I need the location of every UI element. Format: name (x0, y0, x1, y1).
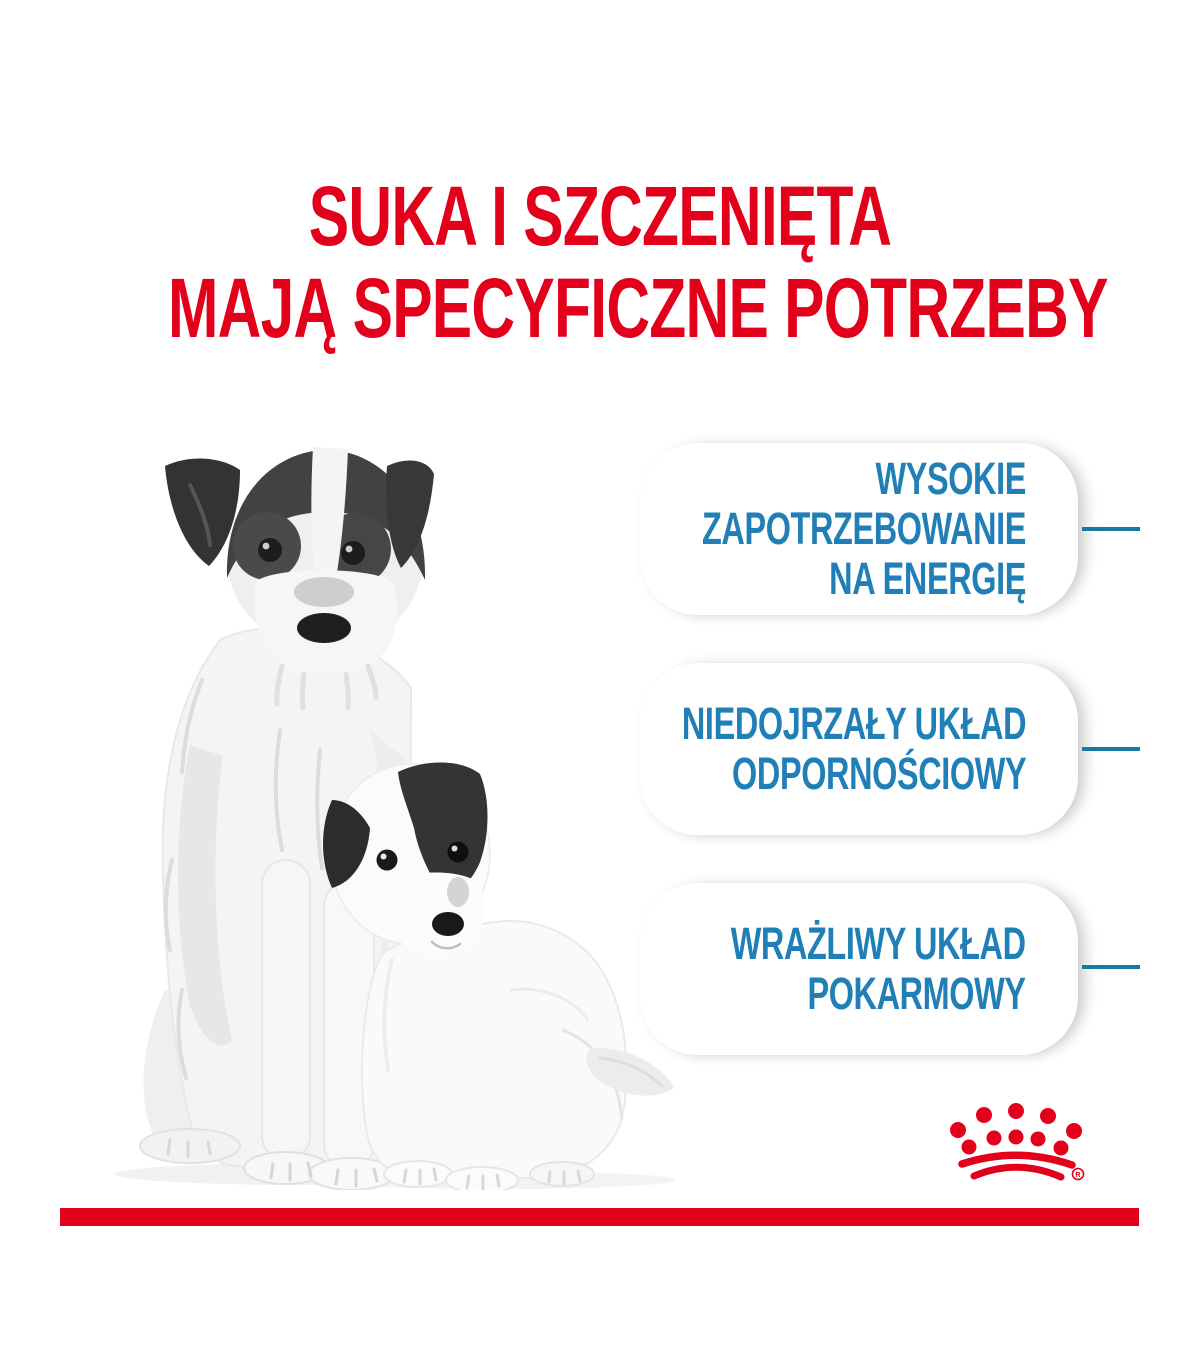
svg-text:R: R (1075, 1170, 1081, 1179)
callout-card-energy (640, 443, 1078, 615)
callout-card-digestive (640, 883, 1078, 1055)
callout-label-digestive (731, 919, 1026, 1019)
royal-canin-crown-logo (930, 1096, 1100, 1196)
callout-label-immune (682, 699, 1026, 799)
footer-red-bar (60, 1208, 1139, 1226)
callout-digestive-line-1: WRAŻLIWY UKŁAD (731, 918, 1026, 969)
callout-energy-line-1: WYSOKIE (875, 453, 1026, 504)
callout-connector-line-energy (1082, 527, 1140, 531)
headline (167, 169, 1108, 355)
callout-connector-line-immune (1082, 747, 1140, 751)
headline-line-2: MAJĄ SPECYFICZNE POTRZEBY (167, 261, 1108, 355)
callout-digestive-line-2: POKARMOWY (807, 968, 1026, 1019)
puppy-dog (323, 763, 674, 1191)
adult-dog-and-puppy-photo (70, 430, 690, 1190)
registered-trademark-icon (1073, 1169, 1084, 1180)
callout-card-immune (640, 663, 1078, 835)
callout-connector-line-digestive (1082, 965, 1140, 969)
callout-immune-line-2: ODPORNOŚCIOWY (731, 748, 1026, 799)
callout-immune-line-1: NIEDOJRZAŁY UKŁAD (681, 698, 1026, 749)
callout-energy-line-3: NA ENERGIĘ (829, 553, 1026, 604)
headline-line-1: SUKA I SZCZENIĘTA (308, 169, 892, 263)
callout-label-energy (702, 454, 1026, 604)
callout-energy-line-2: ZAPOTRZEBOWANIE (702, 503, 1026, 554)
